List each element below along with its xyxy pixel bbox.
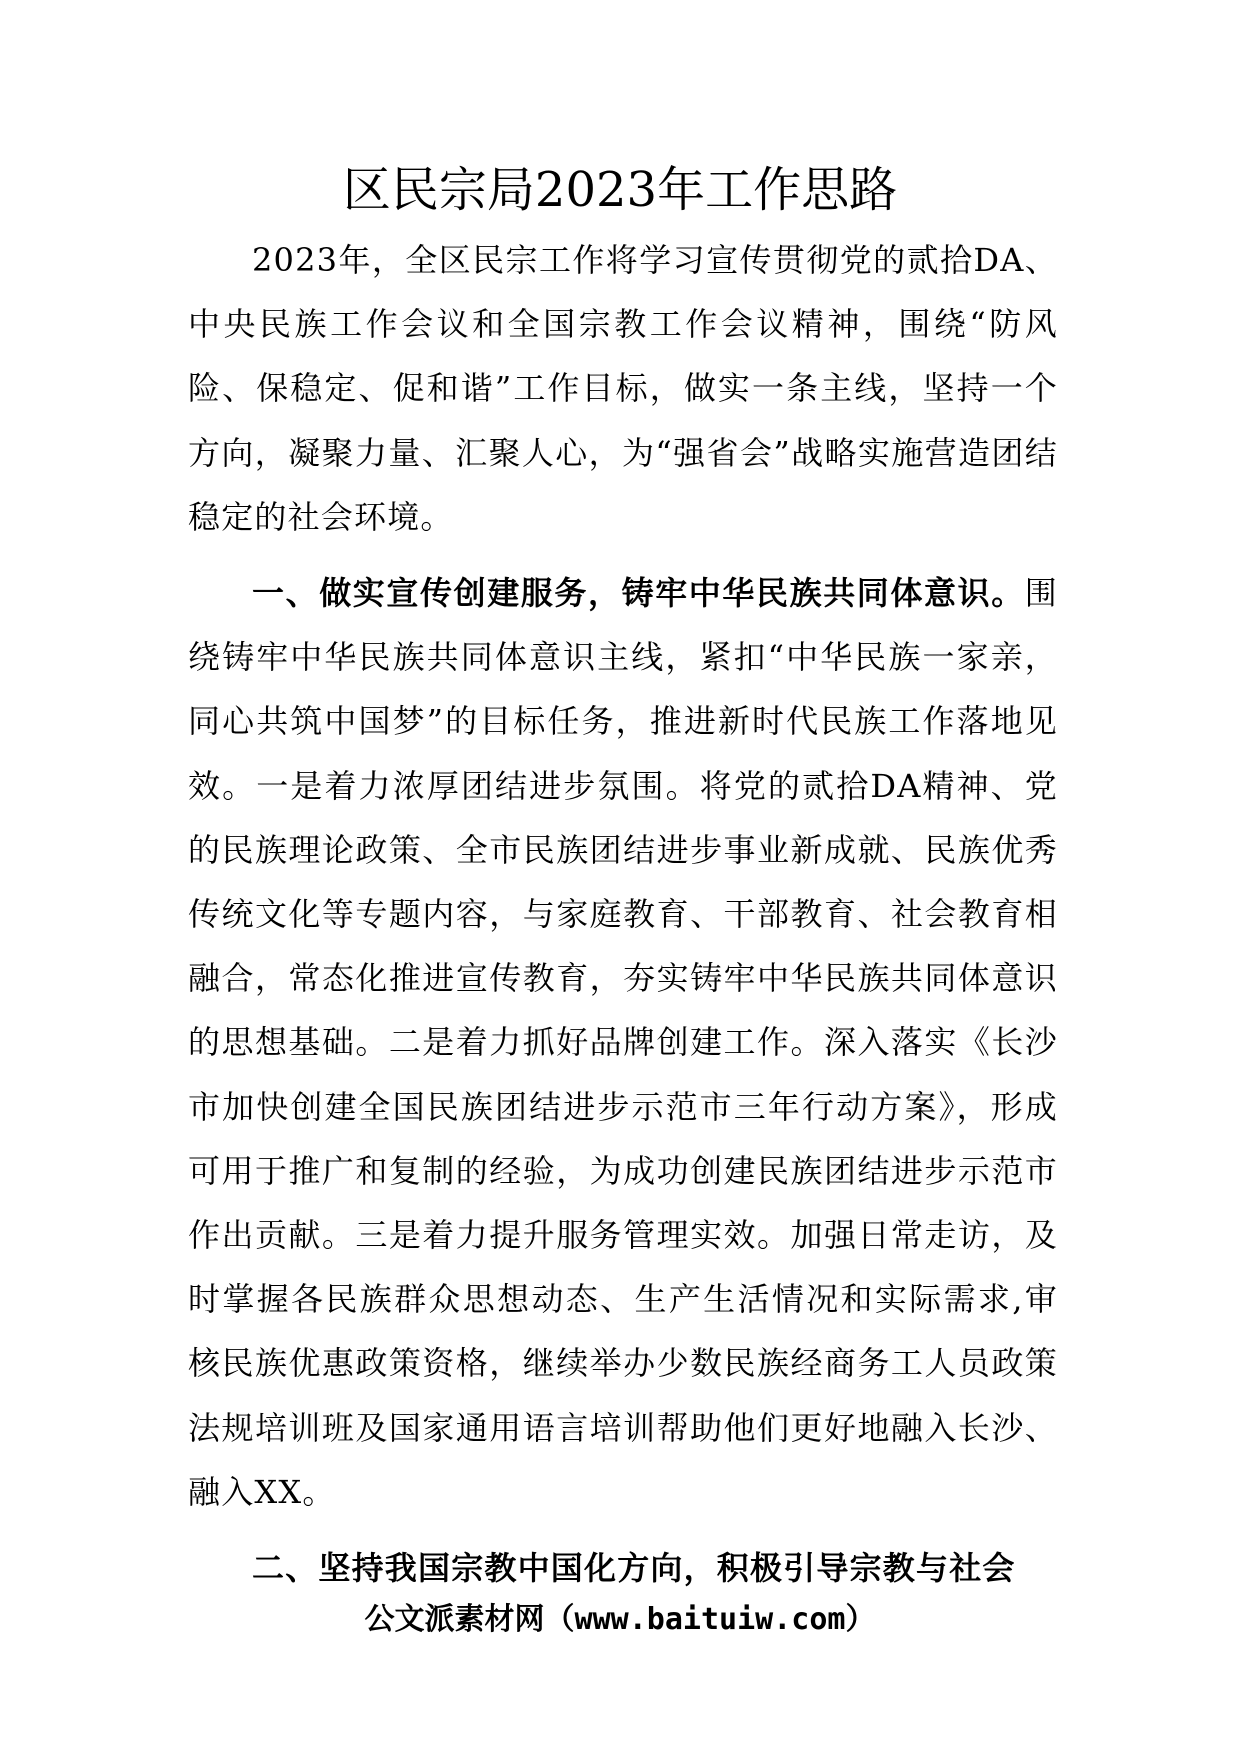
document-body	[188, 228, 1058, 1600]
section-2-heading: 二、坚持我国宗教中国化方向，积极引导宗教与社会	[252, 1549, 1016, 1588]
section-1-body: 围绕铸牢中华民族共同体意识主线，紧扣“中华民族一家亲，同心共筑中国梦”的目标任务，推进新时代民族工作落地见效。一是着力浓厚团结进步氛围。将党的贰拾DA精神、党的民族理论政策、全市民族团结进步事业新成就、民族优秀传统文化等专题内容，与家庭教育、干部教育、社会教育相融合，常态化推进宣传教育，夯实铸牢中华民族共同体意识的思想基础。二是着力抓好品牌创建工作。深入落实《长沙市加快创建全国民族团结进步示范市三年行动方案》，形成可用于推广和复制的经验，为成功创建民族团结进步示范市作出贡献。三是着力提升服务管理实效。加强日常走访，及时掌握各民族群众思想动态、生产生活情况和实际需求,审核民族优惠政策资格，继续举办少数民族经商务工人员政策法规培训班及国家通用语言培训帮助他们更好地融入长沙、融入XX。	[188, 574, 1058, 1511]
intro-paragraph: 2023年，全区民宗工作将学习宣传贯彻党的贰拾DA、中央民族工作会议和全国宗教工作会议精神，围绕“防风险、保稳定、促和谐”工作目标，做实一条主线，坚持一个方向，凝聚力量、汇聚人心，为“强省会”战略实施营造团结稳定的社会环境。	[188, 241, 1058, 536]
document-title: 区民宗局2023年工作思路	[342, 162, 898, 218]
footer-url: （www.baituiw.com）	[544, 1602, 876, 1637]
footer-watermark	[0, 1600, 1240, 1640]
footer-site-name: 公文派素材网	[364, 1602, 545, 1637]
section-1-paragraph	[188, 561, 1058, 1524]
section-1-heading: 一、做实宣传创建服务，铸牢中华民族共同体意识。	[252, 574, 1025, 613]
section-2-paragraph	[188, 1536, 1058, 1600]
